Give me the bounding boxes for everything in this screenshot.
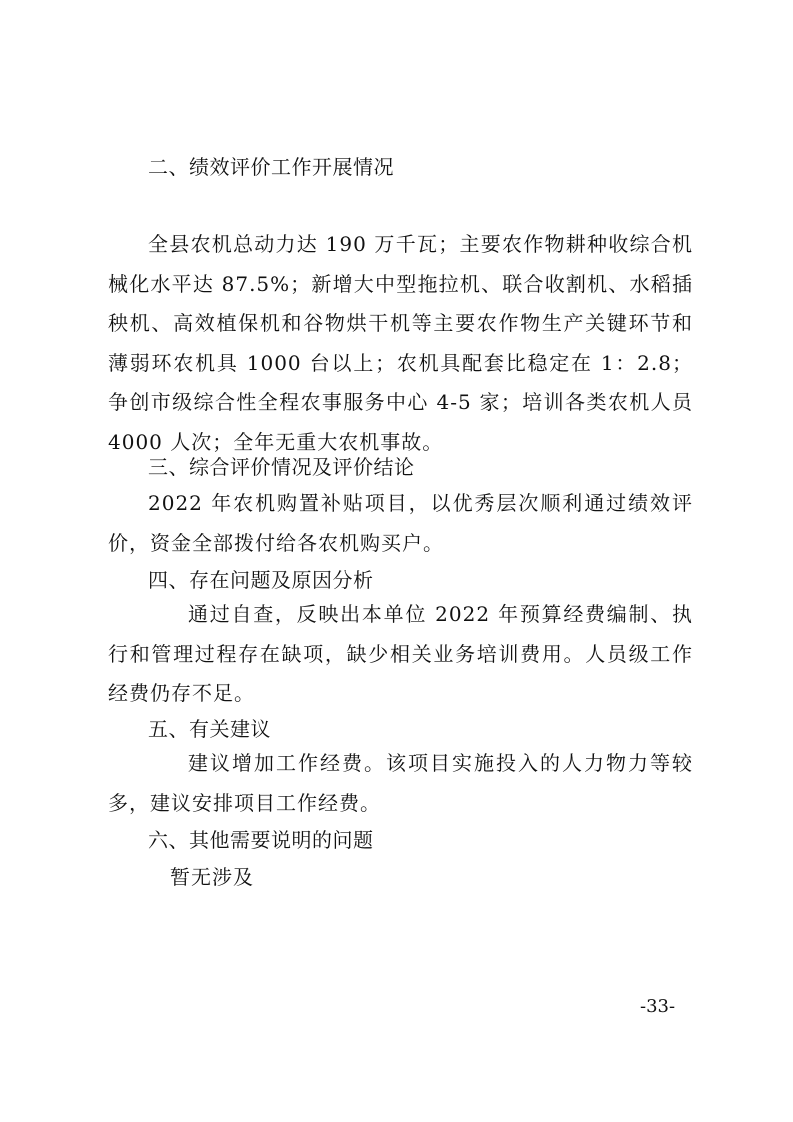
section-body-other-issues: 暂无涉及 xyxy=(170,865,254,889)
paragraph-text: 建议增加工作经费。该项目实施投入的人力物力等较多，建议安排项目工作经费。 xyxy=(108,751,693,815)
paragraph-text: 2022 年农机购置补贴项目，以优秀层次顺利通过绩效评价，资金全部拨付给各农机购买户。 xyxy=(108,491,693,555)
section-body-problems xyxy=(108,595,693,714)
section-heading-performance-work: 二、绩效评价工作开展情况 xyxy=(148,155,394,179)
section-body-evaluation-conclusion xyxy=(108,484,693,563)
section-heading-suggestions: 五、有关建议 xyxy=(148,717,271,741)
section-heading-problems: 四、存在问题及原因分析 xyxy=(148,568,374,592)
page-number: -33- xyxy=(640,996,676,1017)
paragraph-text: 全县农机总动力达 190 万千瓦；主要农作物耕种收综合机械化水平达 87.5%；新增大中型拖拉机、联合收割机、水稻插秧机、高效植保机和谷物烘干机等主要农作物生产关键环节和薄弱环农机具 1000 台以上；农机具配套比稳定在 1：2.8；争创市级综合性全程农事服务中心 4-5 家；培训各类农机人员 4000 人次；全年无重大农机事故。 xyxy=(108,232,693,454)
section-heading-evaluation-conclusion: 三、综合评价情况及评价结论 xyxy=(148,455,415,479)
section-heading-other-issues: 六、其他需要说明的问题 xyxy=(148,828,374,852)
section-body-suggestions xyxy=(108,744,693,823)
paragraph-text: 通过自查，反映出本单位 2022 年预算经费编制、执行和管理过程存在缺项，缺少相关业务培训费用。人员级工作经费仍存不足。 xyxy=(108,602,693,705)
section-body-performance-work xyxy=(108,225,693,462)
